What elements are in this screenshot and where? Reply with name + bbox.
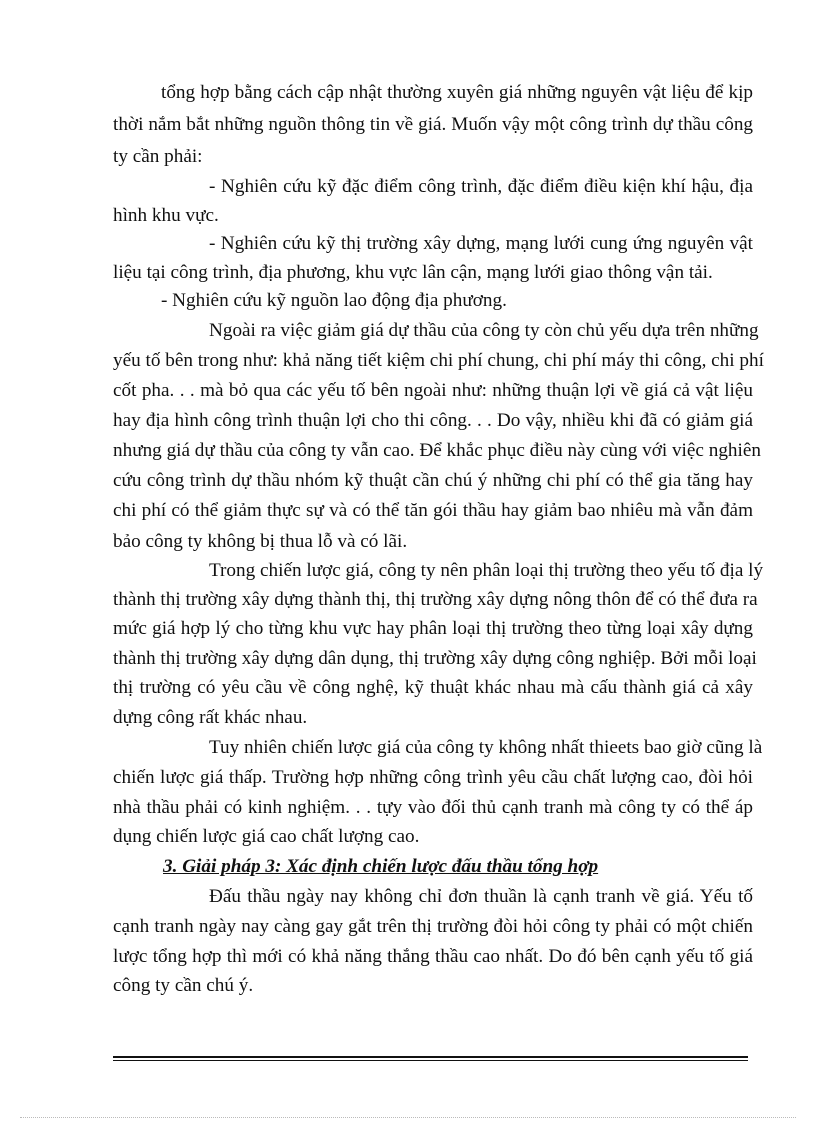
text-line: - Nghiên cứu kỹ đặc điểm công trình, đặc điểm điều kiện khí hậu, địa [209,176,753,197]
text-line: lược tổng hợp thì mới có khả năng thắng thầu cao nhất. Do đó bên cạnh yếu tố giá [113,946,753,967]
text-line: Trong chiến lược giá, công ty nên phân loại thị trường theo yếu tố địa lý [209,560,764,581]
text-line: bảo công ty không bị thua lỗ và có lãi. [113,531,408,552]
text-line: thời nắm bắt những nguồn thông tin về giá. Muốn vậy một công trình dự thầu công [113,114,753,135]
text-line: ty cần phải: [113,146,203,167]
text-line: mức giá hợp lý cho từng khu vực hay phân loại thị trường theo từng loại xây dựng [113,618,753,639]
text-line: chi phí có thể giảm thực sự và có thể tăn gói thầu hay giảm bao nhiêu mà vẫn đảm [113,500,753,521]
text-line: nhưng giá dự thầu của công ty vẫn cao. Để khắc phục điều này cùng với việc nghiên [113,440,761,461]
footer-rule-secondary [113,1060,748,1061]
text-line: cứu công trình dự thầu nhóm kỹ thuật cần chú ý những chi phí có thể gia tăng hay [113,470,753,491]
text-line: dựng công rất khác nhau. [113,707,308,728]
text-line: Đấu thầu ngày nay không chỉ đơn thuần là cạnh tranh về giá. Yếu tố [209,886,753,907]
text-line: thành thị trường xây dựng thành thị, thị trường xây dựng nông thôn để có thể đưa ra [113,589,758,610]
text-line: công ty cần chú ý. [113,975,254,996]
text-line: dụng chiến lược giá cao chất lượng cao. [113,826,420,847]
text-line: cốt pha. . . mà bỏ qua các yếu tố bên ngoài như: những thuận lợi về giá cả vật liệu [113,380,753,401]
text-line: thị trường có yêu cầu về công nghệ, kỹ thuật khác nhau mà cấu thành giá cả xây [113,677,753,698]
text-line: chiến lược giá thấp. Trường hợp những công trình yêu cầu chất lượng cao, đòi hỏi [113,767,753,788]
text-line: nhà thầu phải có kinh nghiệm. . . tựy vào đối thủ cạnh tranh mà công ty có thể áp [113,797,753,818]
text-line: Tuy nhiên chiến lược giá của công ty không nhất thieets bao giờ cũng là [209,737,763,758]
section-heading: 3. Giải pháp 3: Xác định chiến lược đấu thầu tổng hợp [163,856,599,877]
text-line: liệu tại công trình, địa phương, khu vực lân cận, mạng lưới giao thông vận tải. [113,262,713,283]
page-edge-dotted-line [20,1117,796,1118]
footer-rule [113,1056,748,1058]
text-line: - Nghiên cứu kỹ thị trường xây dựng, mạng lưới cung ứng nguyên vật [209,233,753,254]
text-line: thành thị trường xây dựng dân dụng, thị trường xây dựng công nghiệp. Bởi mỗi loại [113,648,757,669]
text-line: hay địa hình công trình thuận lợi cho thi công. . . Do vậy, nhiều khi đã có giảm giá [113,410,753,431]
text-line: yếu tố bên trong như: khả năng tiết kiệm chi phí chung, chi phí máy thi công, chi phí [113,350,764,371]
text-line: tổng hợp bằng cách cập nhật thường xuyên giá những nguyên vật liệu để kịp [161,82,753,103]
text-line: Ngoài ra việc giảm giá dự thầu của công ty còn chủ yếu dựa trên những [209,320,759,341]
text-line: cạnh tranh ngày nay càng gay gắt trên thị trường đòi hỏi công ty phải có một chiến [113,916,753,937]
text-line: hình khu vực. [113,205,219,226]
text-line: - Nghiên cứu kỹ nguồn lao động địa phương. [161,290,507,311]
